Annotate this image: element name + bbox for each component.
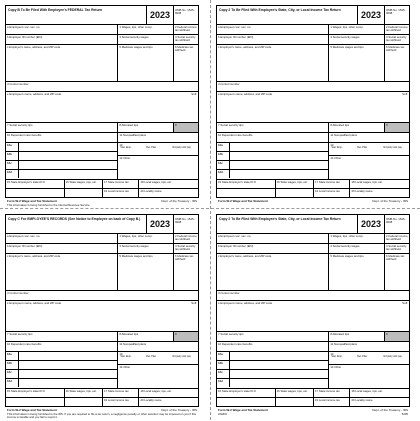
box-1-wages[interactable]: 1 Wages, tips, other comp. <box>117 234 173 243</box>
state-wages-2[interactable] <box>275 189 313 197</box>
copy-title: Copy 2 To Be Filed With Employee's State, City, or Local Income Tax Return <box>217 6 358 24</box>
box-c-employer[interactable]: c Employer's name, address, and ZIP code <box>7 254 61 258</box>
box-5-medicare-wages[interactable]: 5 Medicare wages and tips <box>117 254 173 290</box>
box-10-dependent-care[interactable]: 10 Dependent care benefits <box>218 133 253 137</box>
agency-name: Dept. of the Treasury - IRS <box>161 199 197 203</box>
suffix-label: Suff. <box>191 301 197 305</box>
box-16-state-wages[interactable]: 16 State wages, tips, etc. <box>64 389 102 397</box>
box-c-employer[interactable]: c Employer's name, address, and ZIP code <box>218 254 272 258</box>
form-name: Form W-2 Wage and Tax Statement <box>218 408 268 412</box>
copy-title: Copy C For EMPLOYEE'S RECORDS (See Notice to Employee on back of Copy B.) <box>6 215 147 233</box>
tax-year: 2023 <box>147 6 174 24</box>
box-12c[interactable] <box>19 370 117 378</box>
box-12d[interactable] <box>19 170 117 178</box>
box-13-14 <box>117 352 198 388</box>
copy-note: This information is being furnished to the IRS. If you are required to file a tax return, a negligence penalty or other sanction may be imposed on you if this income is taxable and you fail to report it. <box>7 412 197 420</box>
box-13-checkboxes[interactable]: 13 Stat. Emp. Ret. Plan 3rd party sick pay <box>329 352 409 365</box>
box-19-local-tax[interactable]: 19 Local income tax <box>102 398 138 406</box>
box-1-wages[interactable]: 1 Wages, tips, other comp. <box>328 25 384 34</box>
box-16-state-wages[interactable]: 16 State wages, tips, etc. <box>64 180 102 188</box>
form-name: Form W-2 Wage and Tax Statement <box>7 408 57 412</box>
state-row-2[interactable] <box>217 398 275 406</box>
box-12c[interactable] <box>230 161 328 169</box>
box-13-14 <box>328 143 409 179</box>
box-14-other[interactable]: 14 Other <box>330 365 342 369</box>
copy-note: This information is being furnished to the Internal Revenue Service. <box>7 203 91 207</box>
box-4-ss-tax[interactable]: 4 Social security tax withheld <box>173 244 198 253</box>
box-8-allocated-tips[interactable]: 8 Allocated tips <box>117 123 173 132</box>
box-d-control[interactable]: d Control number <box>218 291 240 295</box>
box-4-ss-tax[interactable]: 4 Social security tax withheld <box>384 35 409 44</box>
box-13-checkboxes[interactable]: 13 Stat. Emp. Ret. Plan 3rd party sick pay <box>329 143 409 156</box>
box-6-medicare-tax[interactable]: 6 Medicare tax withheld <box>384 45 409 81</box>
box-9-blank: 9 <box>384 123 409 132</box>
w2-box-grid <box>5 24 199 198</box>
box-11-nonqualified[interactable]: 11 Nonqualified plans <box>328 133 409 142</box>
box-13-checkboxes[interactable]: 13 Stat. Emp. Ret. Plan 3rd party sick pay <box>118 352 198 365</box>
box-16-state-wages[interactable]: 16 State wages, tips, etc. <box>275 389 313 397</box>
box-2-federal-tax[interactable]: 2 Federal income tax withheld <box>175 25 197 33</box>
box-12a[interactable] <box>19 352 117 360</box>
box-17-state-tax[interactable]: 17 State income tax <box>313 389 349 397</box>
box-1-wages[interactable]: 1 Wages, tips, other comp. <box>328 234 384 243</box>
box-5-medicare-wages[interactable]: 5 Medicare wages and tips <box>328 254 384 290</box>
box-20-locality[interactable]: 20 Locality name <box>138 189 198 197</box>
form-name: Form W-2 Wage and Tax Statement <box>7 199 57 203</box>
box-12-codes: 12a 12b 12c 12d <box>217 143 328 179</box>
box-6-medicare-tax[interactable]: 6 Medicare tax withheld <box>384 254 409 290</box>
box-8-allocated-tips[interactable]: 8 Allocated tips <box>328 123 384 132</box>
state-row-2[interactable] <box>217 189 275 197</box>
box-15-state-id[interactable]: 15 State Employer's state ID # <box>218 180 256 184</box>
tax-year: 2023 <box>358 6 385 24</box>
box-3-ss-wages[interactable]: 3 Social security wages <box>328 35 384 44</box>
box-2-federal-tax[interactable]: 2 Federal income tax withheld <box>386 234 408 242</box>
box-2-federal-tax[interactable]: 2 Federal income tax withheld <box>386 25 408 33</box>
omb-number: OMB No. 1545-0008 <box>175 217 195 225</box>
box-13-14 <box>328 352 409 388</box>
box-12-codes: 12a 12b 12c 12d <box>6 143 117 179</box>
box-b-ein[interactable]: b Employer ID number (EIN) <box>7 35 43 39</box>
box-3-ss-wages[interactable]: 3 Social security wages <box>328 244 384 253</box>
box-11-nonqualified[interactable]: 11 Nonqualified plans <box>117 342 198 351</box>
w2-box-grid <box>5 233 199 407</box>
agency-name: Dept. of the Treasury - IRS <box>372 199 408 203</box>
omb-number: OMB No. 1545-0008 <box>386 217 406 225</box>
box-5-medicare-wages[interactable]: 5 Medicare wages and tips <box>117 45 173 81</box>
box-12b[interactable] <box>230 361 328 369</box>
w2-copy-panel-3 <box>5 214 199 421</box>
box-a-ssn[interactable]: a Employee's soc. sec. no. <box>7 25 41 29</box>
copy-header <box>216 5 410 24</box>
box-12-codes: 12a 12b 12c 12d <box>6 352 117 388</box>
copy-header <box>5 214 199 233</box>
box-2-federal-tax[interactable]: 2 Federal income tax withheld <box>175 234 197 242</box>
box-15-state-id[interactable]: 15 State Employer's state ID # <box>218 389 256 393</box>
copy-title: Copy 2 To Be Filed With Employee's State, City, or Local Income Tax Return <box>217 215 358 233</box>
agency-name: Dept. of the Treasury - IRS <box>372 408 408 412</box>
box-12d[interactable] <box>230 379 328 387</box>
box-a-ssn[interactable]: a Employee's soc. sec. no. <box>7 234 41 238</box>
omb-number: OMB No. 1545-0008 <box>175 8 195 16</box>
box-6-medicare-tax[interactable]: 6 Medicare tax withheld <box>173 45 198 81</box>
box-7-ss-tips[interactable]: 7 Social security tips <box>218 123 244 127</box>
w2-box-grid <box>216 233 410 407</box>
box-14-other[interactable]: 14 Other <box>119 365 131 369</box>
box-10-dependent-care[interactable]: 10 Dependent care benefits <box>218 342 253 346</box>
tax-year: 2023 <box>147 215 174 233</box>
box-4-ss-tax[interactable]: 4 Social security tax withheld <box>384 244 409 253</box>
box-15-state-id[interactable]: 15 State Employer's state ID # <box>7 180 45 184</box>
box-14-other[interactable]: 14 Other <box>119 156 131 160</box>
box-6-medicare-tax[interactable]: 6 Medicare tax withheld <box>173 254 198 290</box>
box-d-control[interactable]: d Control number <box>218 82 240 86</box>
box-10-dependent-care[interactable]: 10 Dependent care benefits <box>7 342 42 346</box>
box-a-ssn[interactable]: a Employee's soc. sec. no. <box>218 234 252 238</box>
box-10-dependent-care[interactable]: 10 Dependent care benefits <box>7 133 42 137</box>
box-e-employee[interactable]: e Employee's name, address, and ZIP code Suff. <box>7 92 197 96</box>
box-12c[interactable] <box>19 161 117 169</box>
box-17-state-tax[interactable]: 17 State income tax <box>102 180 138 188</box>
box-12a[interactable] <box>19 143 117 151</box>
copy-header <box>216 214 410 233</box>
box-a-ssn[interactable]: a Employee's soc. sec. no. <box>218 25 252 29</box>
box-4-ss-tax[interactable]: 4 Social security tax withheld <box>173 35 198 44</box>
box-d-control[interactable]: d Control number <box>7 291 29 295</box>
box-17-state-tax[interactable]: 17 State income tax <box>102 389 138 397</box>
box-12a[interactable] <box>230 352 328 360</box>
box-7-ss-tips[interactable]: 7 Social security tips <box>7 123 33 127</box>
copy-title: Copy B To Be Filed With Employee's FEDERAL Tax Return <box>6 6 147 24</box>
box-14-other[interactable]: 14 Other <box>330 156 342 160</box>
box-12d[interactable] <box>230 170 328 178</box>
box-8-allocated-tips[interactable]: 8 Allocated tips <box>117 332 173 341</box>
suffix-label: Suff. <box>402 92 408 96</box>
suffix-label: Suff. <box>402 301 408 305</box>
copy-note <box>216 203 410 205</box>
w2-copy-panel-2 <box>216 5 410 205</box>
vertical-perforation <box>210 0 211 420</box>
box-20-locality[interactable]: 20 Locality name <box>349 189 409 197</box>
state-row-2[interactable] <box>6 398 64 406</box>
box-19-local-tax[interactable]: 19 Local income tax <box>102 189 138 197</box>
box-9-blank: 9 <box>173 123 198 132</box>
box-12b[interactable] <box>19 361 117 369</box>
box-9-blank: 9 <box>173 332 198 341</box>
box-7-ss-tips[interactable]: 7 Social security tips <box>218 332 244 336</box>
w2-copy-panel-4 <box>216 214 410 417</box>
box-12c[interactable] <box>230 370 328 378</box>
box-20-locality[interactable]: 20 Locality name <box>349 398 409 406</box>
box-13-14 <box>117 143 198 179</box>
box-3-ss-wages[interactable]: 3 Social security wages <box>117 244 173 253</box>
omb-number: OMB No. 1545-0008 <box>386 8 406 16</box>
box-20-locality[interactable]: 20 Locality name <box>138 398 198 406</box>
suffix-label: Suff. <box>191 92 197 96</box>
state-row-2[interactable] <box>6 189 64 197</box>
copy-header <box>5 5 199 24</box>
box-b-ein[interactable]: b Employer ID number (EIN) <box>218 244 254 248</box>
box-19-local-tax[interactable]: 19 Local income tax <box>313 189 349 197</box>
w2-box-grid <box>216 24 410 198</box>
box-9-blank: 9 <box>384 332 409 341</box>
box-5-medicare-wages[interactable]: 5 Medicare wages and tips <box>328 45 384 81</box>
form-name: Form W-2 Wage and Tax Statement <box>218 199 268 203</box>
box-19-local-tax[interactable]: 19 Local income tax <box>313 398 349 406</box>
box-c-employer[interactable]: c Employer's name, address, and ZIP code <box>218 45 272 49</box>
box-11-nonqualified[interactable]: 11 Nonqualified plans <box>117 133 198 142</box>
box-e-employee[interactable]: e Employee's name, address, and ZIP code Suff. <box>7 301 197 305</box>
box-3-ss-wages[interactable]: 3 Social security wages <box>117 35 173 44</box>
tax-year: 2023 <box>358 215 385 233</box>
box-18-local-wages[interactable]: 18 Local wages, tips, etc. <box>349 389 409 397</box>
form-code: 5205 <box>401 412 408 416</box>
box-18-local-wages[interactable]: 18 Local wages, tips, etc. <box>349 180 409 188</box>
box-e-employee[interactable]: e Employee's name, address, and ZIP code Suff. <box>218 301 408 305</box>
w2-copy-panel-1 <box>5 5 199 208</box>
box-1-wages[interactable]: 1 Wages, tips, other comp. <box>117 25 173 34</box>
box-12b[interactable] <box>19 152 117 160</box>
box-e-employee[interactable]: e Employee's name, address, and ZIP code Suff. <box>218 92 408 96</box>
box-12d[interactable] <box>19 379 117 387</box>
box-18-local-wages[interactable]: 18 Local wages, tips, etc. <box>138 389 198 397</box>
box-c-employer[interactable]: c Employer's name, address, and ZIP code <box>7 45 61 49</box>
box-11-nonqualified[interactable]: 11 Nonqualified plans <box>328 342 409 351</box>
box-18-local-wages[interactable]: 18 Local wages, tips, etc. <box>138 180 198 188</box>
box-7-ss-tips[interactable]: 7 Social security tips <box>7 332 33 336</box>
box-17-state-tax[interactable]: 17 State income tax <box>313 180 349 188</box>
box-12-codes: 12a 12b 12c 12d <box>217 352 328 388</box>
agency-name: Dept. of the Treasury - IRS <box>161 408 197 412</box>
state-wages-2[interactable] <box>64 189 102 197</box>
box-12b[interactable] <box>230 152 328 160</box>
box-16-state-wages[interactable]: 16 State wages, tips, etc. <box>275 180 313 188</box>
box-8-allocated-tips[interactable]: 8 Allocated tips <box>328 332 384 341</box>
box-12a[interactable] <box>230 143 328 151</box>
state-wages-2[interactable] <box>64 398 102 406</box>
box-13-checkboxes[interactable]: 13 Stat. Emp. Ret. Plan 3rd party sick pay <box>118 143 198 156</box>
state-wages-2[interactable] <box>275 398 313 406</box>
box-b-ein[interactable]: b Employer ID number (EIN) <box>218 35 254 39</box>
copy-note: LW2PA 5205 <box>218 412 408 416</box>
box-15-state-id[interactable]: 15 State Employer's state ID # <box>7 389 45 393</box>
box-d-control[interactable]: d Control number <box>7 82 29 86</box>
box-b-ein[interactable]: b Employer ID number (EIN) <box>7 244 43 248</box>
